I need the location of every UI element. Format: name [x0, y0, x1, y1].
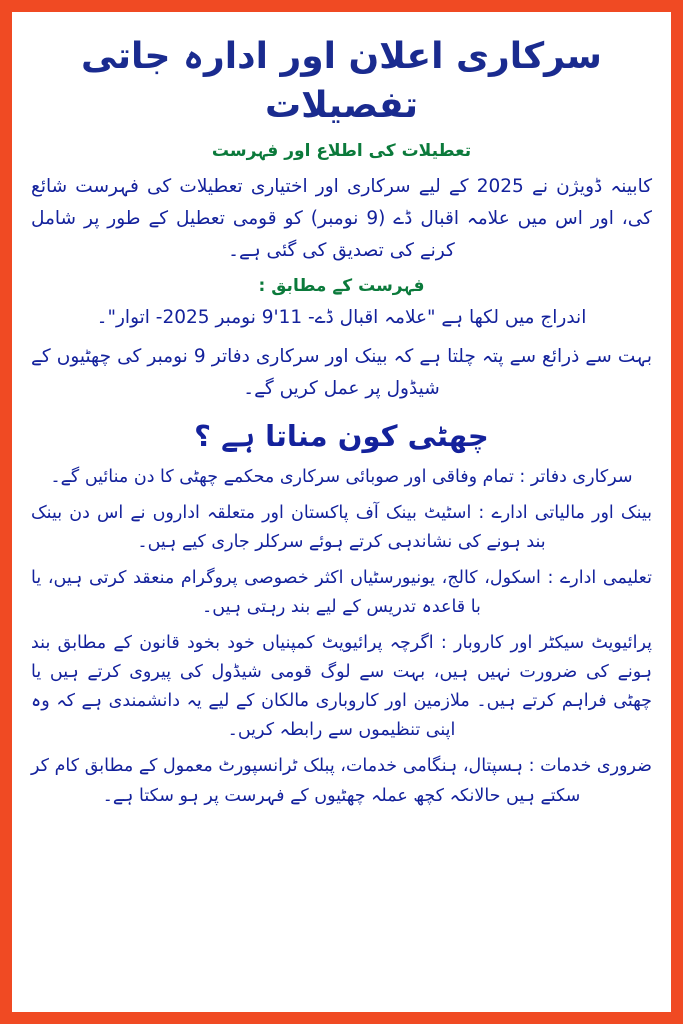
intro-paragraph: کابینہ ڈویژن نے 2025 کے لیے سرکاری اور اختیاری تعطیلات کی فہرست شائع کی، اور اس میں علامہ اقبال ڈے (9 نومبر) کو قومی تعطیل کے طور پر شامل کرنے کی تصدیق کی گئی ہے۔	[31, 176, 653, 261]
list-heading: فہرست کے مطابق :	[258, 275, 425, 296]
page-subtitle: تعطیلات کی اطلاع اور فہرست	[211, 141, 472, 162]
list-item: بینک اور مالیاتی ادارے : اسٹیٹ بینک آف پاکستان اور متعلقہ اداروں نے اس دن بینک بند ہونے کی نشاندہی کرتے ہوئے سرکلر جاری کیے ہیں۔	[31, 503, 652, 553]
list-item: پرائیویٹ سیکٹر اور کاروبار : اگرچہ پرائیویٹ کمپنیاں خود بخود قانون کے مطابق بند ہونے کی ضرورت نہیں ہیں، بہت سے لوگ قومی شیڈول کی پیروی کرتے ہیں یا چھٹی فراہم کرتے ہیں۔ ملازمین اور کاروباری مالکان کے لیے یہ دانشمندی ہے کہ وہ اپنی تنظیموں سے رابطہ کریں۔	[31, 633, 652, 741]
section-title-who-celebrates: چھٹی کون مناتا ہے ؟	[194, 419, 489, 454]
list-item: سرکاری دفاتر : تمام وفاقی اور صوبائی سرکاری محکمے چھٹی کا دن منائیں گے۔	[50, 467, 633, 488]
list-item: ضروری خدمات : ہسپتال، ہنگامی خدمات، پبلک ٹرانسپورٹ معمول کے مطابق کام کر سکتے ہیں حالانکہ کچھ عملہ چھٹیوں کے فہرست پر ہو سکتا ہے۔	[31, 756, 652, 806]
page-title: سرکاری اعلان اور ادارہ جاتی تفصیلات	[81, 36, 602, 126]
list-item: تعلیمی ادارے : اسکول، کالج، یونیورسٹیاں اکثر خصوصی پروگرام منعقد کرتی ہیں، یا با قاعدہ تدریس کے لیے بند رہتی ہیں۔	[31, 568, 652, 618]
sources-note-paragraph: بہت سے ذرائع سے پتہ چلتا ہے کہ بینک اور سرکاری دفاتر 9 نومبر کی چھٹیوں کے شیڈول پر عمل کریں گے۔	[31, 346, 652, 400]
list-entry-paragraph: اندراج میں لکھا ہے "علامہ اقبال ڈے- 11'9 نومبر 2025- اتوار"۔	[96, 306, 587, 328]
document-page	[12, 12, 671, 1012]
